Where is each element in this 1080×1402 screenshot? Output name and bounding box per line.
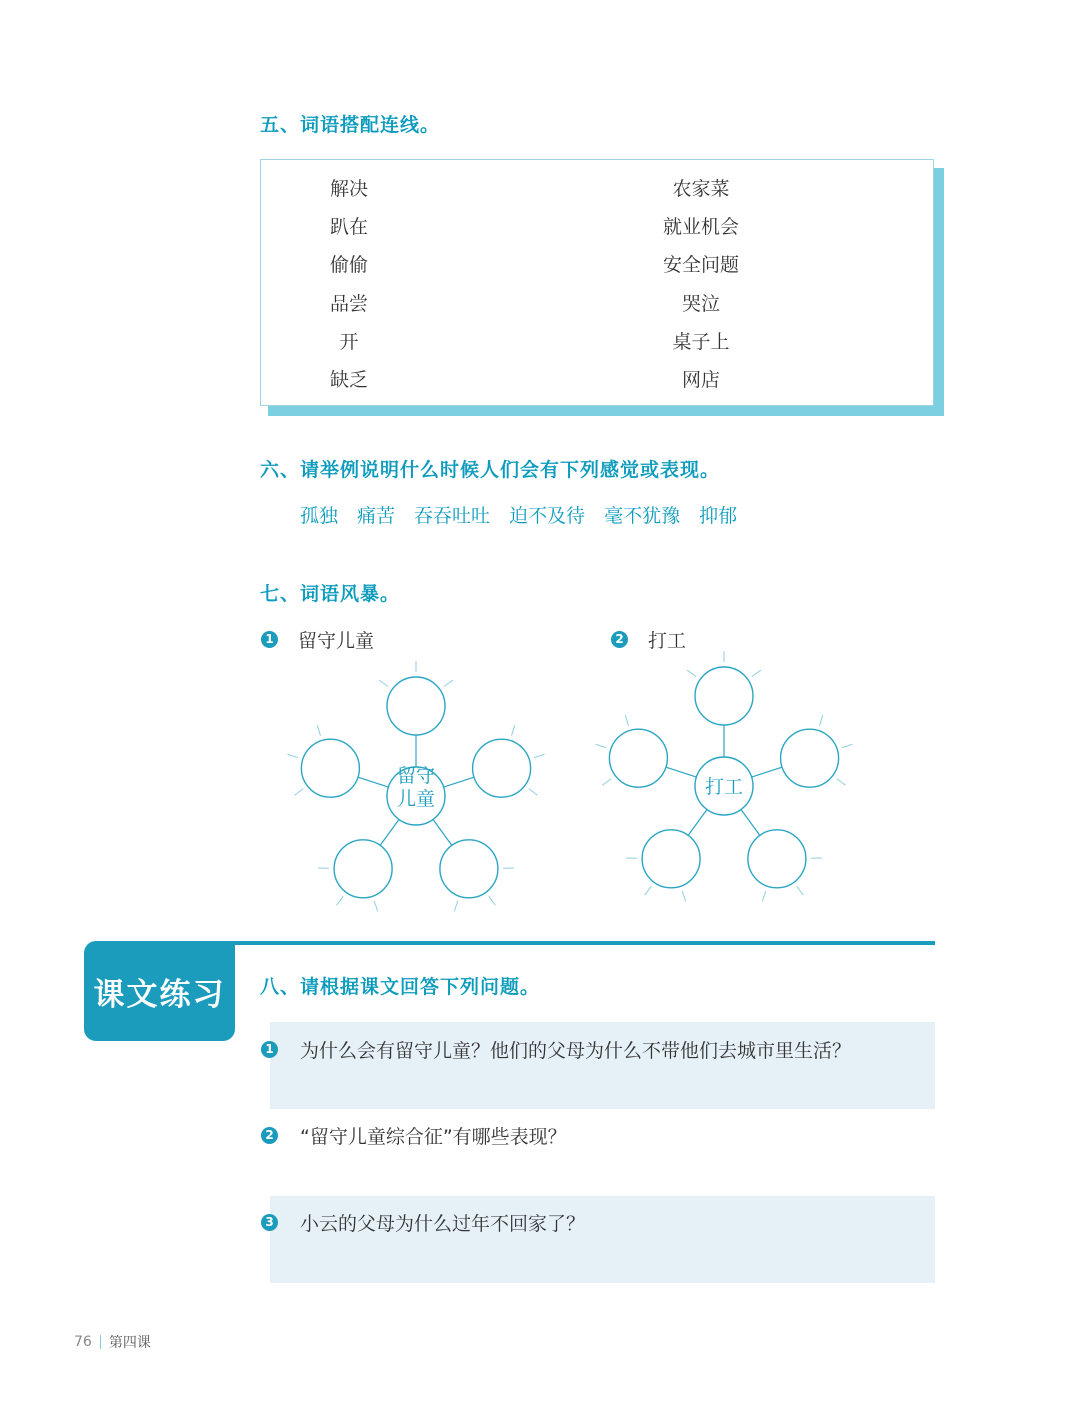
branch-tick: [379, 680, 388, 686]
question-1: [261, 1036, 851, 1063]
right-word[interactable]: 就业机会: [662, 216, 739, 239]
feeling-word: 吞吞吐吐: [414, 505, 491, 527]
feeling-word: 痛苦: [357, 505, 396, 527]
connector-line: [358, 777, 388, 787]
blank-word-node[interactable]: [387, 677, 445, 735]
center-word: 儿童: [396, 788, 436, 810]
branch-tick: [842, 744, 852, 747]
question-2: [261, 1122, 567, 1149]
connector-line: [688, 809, 707, 835]
connector-line: [444, 777, 474, 787]
branch-tick: [596, 744, 606, 747]
right-word[interactable]: 桌子上: [672, 330, 730, 353]
word-storm-diagram-1: [290, 660, 550, 890]
section8-heading: 八、请根据课文回答下列问题。: [260, 976, 541, 998]
branch-tick: [444, 680, 453, 686]
left-word-column: [297, 176, 401, 405]
connector-line: [741, 809, 760, 835]
feeling-word: 毫不犹豫: [604, 505, 681, 527]
feeling-word: 孤独: [300, 505, 339, 527]
blank-word-node[interactable]: [748, 830, 806, 888]
connector-line: [752, 767, 782, 777]
number-badge: 2: [611, 631, 628, 648]
feeling-word-list: [300, 501, 737, 528]
branch-tick: [454, 901, 458, 911]
connector-line: [433, 819, 452, 845]
blank-word-node[interactable]: [301, 739, 359, 797]
number-badge: 1: [261, 1041, 278, 1058]
blank-word-node[interactable]: [642, 830, 700, 888]
right-word[interactable]: 农家菜: [672, 178, 730, 200]
right-word[interactable]: 哭泣: [681, 292, 720, 315]
branch-tick: [602, 779, 611, 786]
connector-line: [666, 767, 696, 777]
question-text: “留守儿童综合征”有哪些表现？: [300, 1126, 567, 1148]
branch-tick: [489, 896, 495, 905]
branch-tick: [337, 896, 343, 905]
feeling-word: 抑郁: [699, 505, 738, 527]
blank-word-node[interactable]: [334, 840, 392, 898]
center-word: 留守: [396, 765, 436, 787]
number-badge: 1: [261, 631, 278, 648]
number-badge: 3: [261, 1214, 278, 1231]
section7-heading: 七、词语风暴。: [260, 583, 401, 605]
section6-heading: 六、请举例说明什么时候人们会有下列感觉或表现。: [260, 459, 721, 481]
branch-tick: [762, 891, 766, 901]
right-word[interactable]: 安全问题: [662, 254, 739, 277]
footer-divider: [100, 1335, 101, 1349]
blank-word-node[interactable]: [440, 840, 498, 898]
lesson-label: 第四课: [108, 1335, 151, 1351]
lesson-practice-tab: 课文练习: [84, 941, 235, 1041]
section-divider: [235, 941, 935, 945]
branch-tick: [374, 901, 378, 911]
branch-tick: [682, 891, 686, 901]
word-storm-diagram-2: [598, 660, 858, 890]
blank-word-node[interactable]: [695, 667, 753, 725]
page-number: 76: [74, 1334, 92, 1350]
section5-heading: 五、词语搭配连线。: [260, 114, 441, 136]
branch-tick: [645, 886, 651, 895]
branch-tick: [317, 725, 320, 736]
left-word[interactable]: 开: [339, 330, 359, 353]
question-3: [261, 1209, 585, 1236]
left-word[interactable]: 品尝: [329, 292, 368, 315]
storm-word: 打工: [648, 630, 687, 652]
blank-word-node[interactable]: [473, 739, 531, 797]
branch-tick: [512, 725, 515, 736]
right-word-column: [646, 176, 756, 405]
branch-tick: [687, 670, 696, 676]
storm-item-1: [261, 626, 374, 653]
branch-tick: [752, 670, 761, 676]
feeling-word: 迫不及待: [509, 505, 586, 527]
matching-box: [260, 159, 934, 406]
right-word[interactable]: 网店: [681, 368, 720, 391]
center-word: 打工: [704, 776, 744, 798]
blank-word-node[interactable]: [609, 729, 667, 787]
left-word[interactable]: 趴在: [329, 216, 368, 239]
branch-tick: [797, 886, 803, 895]
branch-tick: [534, 754, 544, 757]
branch-tick: [294, 789, 303, 796]
branch-tick: [837, 779, 846, 786]
left-word[interactable]: 偷偷: [329, 254, 368, 277]
branch-tick: [625, 715, 628, 726]
page-footer: [74, 1332, 151, 1352]
question-text: 为什么会有留守儿童？他们的父母为什么不带他们去城市里生活？: [300, 1040, 852, 1062]
question-text: 小云的父母为什么过年不回家了？: [300, 1213, 586, 1235]
left-word[interactable]: 缺乏: [329, 368, 368, 391]
connector-line: [380, 819, 399, 845]
branch-tick: [288, 754, 298, 757]
branch-tick: [820, 715, 823, 726]
branch-tick: [529, 789, 538, 796]
left-word[interactable]: 解决: [329, 178, 368, 200]
storm-word: 留守儿童: [298, 630, 375, 652]
number-badge: 2: [261, 1127, 278, 1144]
storm-item-2: [611, 626, 686, 653]
blank-word-node[interactable]: [781, 729, 839, 787]
